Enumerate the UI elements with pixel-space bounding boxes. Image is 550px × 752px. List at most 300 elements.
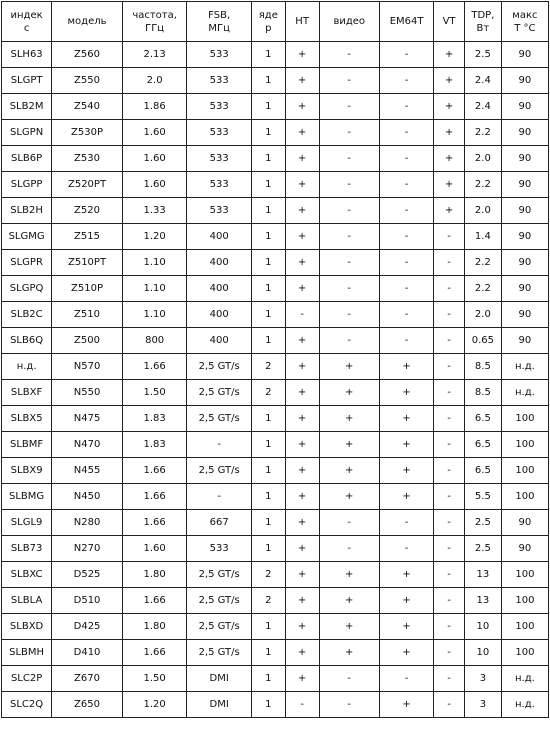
cell-tdp: 10	[464, 640, 501, 666]
cell-em64t: +	[379, 458, 433, 484]
cell-tdp: 2.0	[464, 302, 501, 328]
cell-fsb: 2,5 GT/s	[187, 380, 252, 406]
cell-vt: -	[434, 510, 465, 536]
cell-ht: +	[285, 146, 319, 172]
cell-tdp: 5.5	[464, 484, 501, 510]
cell-em64t: -	[379, 536, 433, 562]
cell-frequency: 1.66	[122, 640, 187, 666]
cell-frequency: 1.60	[122, 172, 187, 198]
cell-model: N280	[52, 510, 123, 536]
cell-fsb: 533	[187, 42, 252, 68]
cell-fsb: 2,5 GT/s	[187, 354, 252, 380]
cell-frequency: 1.10	[122, 250, 187, 276]
cell-index: SLB2H	[2, 198, 52, 224]
cell-cores: 1	[251, 42, 285, 68]
cell-frequency: 1.66	[122, 458, 187, 484]
cell-frequency: 1.50	[122, 666, 187, 692]
column-header-frequency	[122, 2, 187, 42]
cell-tdp: 1.4	[464, 224, 501, 250]
cell-model: N570	[52, 354, 123, 380]
cell-video: -	[319, 198, 379, 224]
column-header-tdp	[464, 2, 501, 42]
cell-max-temp: 90	[501, 120, 548, 146]
cell-ht: +	[285, 666, 319, 692]
cell-tdp: 6.5	[464, 432, 501, 458]
cell-fsb: 2,5 GT/s	[187, 588, 252, 614]
table-row	[2, 510, 549, 536]
cell-index: SLB73	[2, 536, 52, 562]
cell-model: N550	[52, 380, 123, 406]
cell-model: N270	[52, 536, 123, 562]
cell-frequency: 1.80	[122, 614, 187, 640]
cell-frequency: 2.0	[122, 68, 187, 94]
cell-index: SLGPR	[2, 250, 52, 276]
cell-tdp: 2.2	[464, 276, 501, 302]
cell-em64t: -	[379, 250, 433, 276]
cell-frequency: 1.80	[122, 562, 187, 588]
cell-video: +	[319, 562, 379, 588]
cell-fsb: 400	[187, 224, 252, 250]
cell-index: SLBX5	[2, 406, 52, 432]
cell-frequency: 1.66	[122, 588, 187, 614]
cell-index: SLBMG	[2, 484, 52, 510]
cell-model: N475	[52, 406, 123, 432]
cell-ht: +	[285, 68, 319, 94]
cell-ht: +	[285, 640, 319, 666]
cell-ht: -	[285, 692, 319, 718]
cell-video: -	[319, 120, 379, 146]
cell-frequency: 1.50	[122, 380, 187, 406]
cell-model: Z520	[52, 198, 123, 224]
cell-video: -	[319, 250, 379, 276]
table-row	[2, 484, 549, 510]
cell-frequency: 1.20	[122, 224, 187, 250]
cell-cores: 1	[251, 198, 285, 224]
cell-max-temp: 90	[501, 328, 548, 354]
cell-ht: +	[285, 510, 319, 536]
cell-em64t: -	[379, 94, 433, 120]
cell-max-temp: 90	[501, 302, 548, 328]
cell-cores: 1	[251, 302, 285, 328]
cell-em64t: +	[379, 640, 433, 666]
cell-cores: 2	[251, 562, 285, 588]
cell-tdp: 8.5	[464, 354, 501, 380]
cell-max-temp: 90	[501, 172, 548, 198]
cell-model: Z560	[52, 42, 123, 68]
cell-max-temp: 90	[501, 198, 548, 224]
cell-video: +	[319, 406, 379, 432]
cell-index: SLGPT	[2, 68, 52, 94]
cell-ht: +	[285, 250, 319, 276]
cell-video: -	[319, 536, 379, 562]
cell-ht: +	[285, 380, 319, 406]
cell-fsb: 533	[187, 146, 252, 172]
cell-model: D425	[52, 614, 123, 640]
cell-tdp: 3	[464, 666, 501, 692]
cell-frequency: 1.66	[122, 510, 187, 536]
cell-vt: -	[434, 432, 465, 458]
cell-model: Z530P	[52, 120, 123, 146]
cell-vt: -	[434, 276, 465, 302]
cell-tdp: 2.2	[464, 120, 501, 146]
cell-fsb: -	[187, 432, 252, 458]
cell-vt: -	[434, 250, 465, 276]
cell-vt: +	[434, 146, 465, 172]
cell-fsb: DMI	[187, 666, 252, 692]
cell-frequency: 1.60	[122, 146, 187, 172]
column-header-line: FSB,	[208, 9, 231, 21]
table-row	[2, 42, 549, 68]
cell-frequency: 1.83	[122, 432, 187, 458]
cell-fsb: 533	[187, 172, 252, 198]
cell-index: SLGPN	[2, 120, 52, 146]
cell-cores: 1	[251, 614, 285, 640]
cell-cores: 1	[251, 510, 285, 536]
cell-video: -	[319, 68, 379, 94]
cell-model: Z670	[52, 666, 123, 692]
column-header-line: яде	[258, 9, 278, 21]
cell-ht: +	[285, 562, 319, 588]
cell-frequency: 1.33	[122, 198, 187, 224]
table-row	[2, 302, 549, 328]
cell-max-temp: н.д.	[501, 692, 548, 718]
cell-em64t: +	[379, 432, 433, 458]
cell-ht: +	[285, 172, 319, 198]
cell-ht: +	[285, 536, 319, 562]
cell-em64t: -	[379, 198, 433, 224]
cell-em64t: +	[379, 380, 433, 406]
column-header-index	[2, 2, 52, 42]
cell-tdp: 6.5	[464, 458, 501, 484]
cell-em64t: -	[379, 68, 433, 94]
cell-cores: 1	[251, 484, 285, 510]
cell-model: Z500	[52, 328, 123, 354]
processor-spec-table	[1, 1, 549, 718]
table-row	[2, 250, 549, 276]
cell-fsb: 533	[187, 120, 252, 146]
cell-cores: 1	[251, 328, 285, 354]
cell-vt: -	[434, 562, 465, 588]
table-row	[2, 172, 549, 198]
cell-index: SLBMF	[2, 432, 52, 458]
cell-vt: -	[434, 536, 465, 562]
cell-vt: -	[434, 614, 465, 640]
cell-index: SLGL9	[2, 510, 52, 536]
column-header-fsb	[187, 2, 252, 42]
cell-model: N470	[52, 432, 123, 458]
cell-vt: -	[434, 640, 465, 666]
cell-max-temp: 90	[501, 510, 548, 536]
cell-max-temp: 90	[501, 42, 548, 68]
cell-max-temp: н.д.	[501, 666, 548, 692]
table-row	[2, 406, 549, 432]
cell-index: SLGPP	[2, 172, 52, 198]
cell-ht: +	[285, 484, 319, 510]
cell-vt: -	[434, 588, 465, 614]
column-header-line: с	[23, 22, 30, 34]
cell-vt: +	[434, 94, 465, 120]
cell-model: Z550	[52, 68, 123, 94]
cell-vt: -	[434, 484, 465, 510]
cell-max-temp: 90	[501, 68, 548, 94]
cell-em64t: -	[379, 276, 433, 302]
cell-video: -	[319, 94, 379, 120]
cell-video: +	[319, 458, 379, 484]
cell-tdp: 2.4	[464, 94, 501, 120]
cell-vt: +	[434, 120, 465, 146]
cell-max-temp: 100	[501, 640, 548, 666]
cell-index: SLC2P	[2, 666, 52, 692]
cell-vt: -	[434, 458, 465, 484]
cell-max-temp: 90	[501, 224, 548, 250]
cell-model: N450	[52, 484, 123, 510]
column-header-video	[319, 2, 379, 42]
cell-fsb: -	[187, 484, 252, 510]
cell-fsb: 667	[187, 510, 252, 536]
cell-ht: +	[285, 276, 319, 302]
cell-em64t: -	[379, 224, 433, 250]
cell-ht: +	[285, 458, 319, 484]
cell-video: -	[319, 276, 379, 302]
cell-max-temp: 100	[501, 484, 548, 510]
cell-tdp: 2.0	[464, 198, 501, 224]
column-header-model	[52, 2, 123, 42]
table-row	[2, 562, 549, 588]
cell-vt: -	[434, 302, 465, 328]
cell-model: N455	[52, 458, 123, 484]
table-body	[2, 42, 549, 718]
table-row	[2, 120, 549, 146]
cell-frequency: 1.66	[122, 484, 187, 510]
column-header-line: р	[265, 22, 272, 34]
cell-model: D510	[52, 588, 123, 614]
cell-model: Z520PT	[52, 172, 123, 198]
cell-em64t: -	[379, 302, 433, 328]
table-row	[2, 380, 549, 406]
cell-index: SLBXC	[2, 562, 52, 588]
column-header-line: TDP,	[471, 9, 495, 21]
table-row	[2, 276, 549, 302]
cell-fsb: 2,5 GT/s	[187, 640, 252, 666]
cell-em64t: +	[379, 406, 433, 432]
cell-model: Z510	[52, 302, 123, 328]
table-row	[2, 692, 549, 718]
table-row	[2, 458, 549, 484]
cell-fsb: 533	[187, 198, 252, 224]
cell-ht: +	[285, 354, 319, 380]
cell-model: Z540	[52, 94, 123, 120]
cell-ht: +	[285, 120, 319, 146]
cell-video: -	[319, 42, 379, 68]
cell-ht: +	[285, 198, 319, 224]
cell-cores: 1	[251, 666, 285, 692]
cell-cores: 1	[251, 458, 285, 484]
cell-vt: -	[434, 380, 465, 406]
column-header-line: частота,	[132, 9, 177, 21]
cell-frequency: 1.66	[122, 354, 187, 380]
cell-tdp: 2.2	[464, 172, 501, 198]
cell-fsb: 2,5 GT/s	[187, 614, 252, 640]
cell-cores: 2	[251, 588, 285, 614]
column-header-line: видео	[333, 16, 366, 27]
column-header-line: ГГц	[145, 22, 165, 34]
cell-cores: 1	[251, 146, 285, 172]
cell-fsb: 533	[187, 94, 252, 120]
column-header-max-temp	[501, 2, 548, 42]
cell-vt: -	[434, 224, 465, 250]
cell-fsb: 400	[187, 328, 252, 354]
cell-frequency: 1.10	[122, 276, 187, 302]
cell-tdp: 2.5	[464, 536, 501, 562]
cell-index: SLBXD	[2, 614, 52, 640]
cell-cores: 1	[251, 120, 285, 146]
cell-ht: +	[285, 406, 319, 432]
column-header-line: T °C	[514, 22, 536, 34]
cell-video: -	[319, 302, 379, 328]
cell-index: SLB2M	[2, 94, 52, 120]
cell-max-temp: 90	[501, 276, 548, 302]
cell-index: SLGMG	[2, 224, 52, 250]
cell-index: SLGPQ	[2, 276, 52, 302]
cell-ht: -	[285, 302, 319, 328]
cell-ht: +	[285, 588, 319, 614]
cell-fsb: 400	[187, 276, 252, 302]
cell-fsb: DMI	[187, 692, 252, 718]
cell-tdp: 8.5	[464, 380, 501, 406]
column-header-ht	[285, 2, 319, 42]
column-header-line: макс	[512, 9, 538, 21]
table-row	[2, 224, 549, 250]
cell-max-temp: 100	[501, 406, 548, 432]
cell-model: Z515	[52, 224, 123, 250]
cell-video: -	[319, 146, 379, 172]
cell-index: SLBLA	[2, 588, 52, 614]
cell-cores: 1	[251, 692, 285, 718]
cell-index: SLBX9	[2, 458, 52, 484]
header-row	[2, 2, 549, 42]
cell-vt: -	[434, 666, 465, 692]
cell-index: SLH63	[2, 42, 52, 68]
cell-ht: +	[285, 432, 319, 458]
column-header-line: индек	[10, 9, 43, 21]
cell-tdp: 2.5	[464, 510, 501, 536]
cell-cores: 1	[251, 68, 285, 94]
cell-cores: 1	[251, 276, 285, 302]
cell-tdp: 0.65	[464, 328, 501, 354]
column-header-line: HT	[295, 16, 309, 27]
cell-model: D525	[52, 562, 123, 588]
column-header-cores	[251, 2, 285, 42]
cell-video: +	[319, 484, 379, 510]
cell-max-temp: н.д.	[501, 380, 548, 406]
table-row	[2, 68, 549, 94]
cell-model: Z510PT	[52, 250, 123, 276]
cell-model: Z530	[52, 146, 123, 172]
cell-index: SLBXF	[2, 380, 52, 406]
table-row	[2, 146, 549, 172]
cell-video: -	[319, 510, 379, 536]
cell-em64t: -	[379, 42, 433, 68]
cell-cores: 1	[251, 172, 285, 198]
cell-vt: +	[434, 42, 465, 68]
table-row	[2, 328, 549, 354]
table-row	[2, 640, 549, 666]
cell-ht: +	[285, 328, 319, 354]
cell-frequency: 1.86	[122, 94, 187, 120]
cell-fsb: 2,5 GT/s	[187, 562, 252, 588]
table-row	[2, 354, 549, 380]
column-header-line: Вт	[476, 22, 490, 34]
cell-em64t: +	[379, 692, 433, 718]
cell-fsb: 2,5 GT/s	[187, 458, 252, 484]
cell-tdp: 6.5	[464, 406, 501, 432]
cell-cores: 1	[251, 406, 285, 432]
cell-fsb: 400	[187, 250, 252, 276]
cell-video: +	[319, 432, 379, 458]
cell-index: SLB2C	[2, 302, 52, 328]
table-row	[2, 614, 549, 640]
cell-max-temp: 90	[501, 94, 548, 120]
cell-tdp: 2.0	[464, 146, 501, 172]
cell-video: +	[319, 380, 379, 406]
cell-max-temp: 100	[501, 458, 548, 484]
cell-cores: 1	[251, 536, 285, 562]
cell-vt: +	[434, 68, 465, 94]
cell-frequency: 800	[122, 328, 187, 354]
cell-video: +	[319, 614, 379, 640]
column-header-vt	[434, 2, 465, 42]
cell-cores: 2	[251, 354, 285, 380]
column-header-line: VT	[442, 16, 456, 27]
cell-em64t: +	[379, 484, 433, 510]
cell-index: SLC2Q	[2, 692, 52, 718]
table-row	[2, 666, 549, 692]
column-header-em64t	[379, 2, 433, 42]
cell-frequency: 1.60	[122, 536, 187, 562]
table-row	[2, 536, 549, 562]
cell-tdp: 3	[464, 692, 501, 718]
cell-em64t: +	[379, 354, 433, 380]
cell-tdp: 2.5	[464, 42, 501, 68]
cell-index: SLBMH	[2, 640, 52, 666]
column-header-line: МГц	[208, 22, 230, 34]
cell-video: -	[319, 172, 379, 198]
cell-video: -	[319, 692, 379, 718]
cell-video: +	[319, 640, 379, 666]
cell-em64t: -	[379, 510, 433, 536]
cell-index: н.д.	[2, 354, 52, 380]
table-row	[2, 198, 549, 224]
cell-frequency: 1.83	[122, 406, 187, 432]
cell-tdp: 13	[464, 562, 501, 588]
cell-cores: 2	[251, 380, 285, 406]
cell-em64t: -	[379, 172, 433, 198]
column-header-line: EM64T	[389, 16, 424, 27]
cell-max-temp: н.д.	[501, 354, 548, 380]
cell-video: -	[319, 328, 379, 354]
cell-em64t: +	[379, 614, 433, 640]
cell-cores: 1	[251, 224, 285, 250]
table-row	[2, 432, 549, 458]
cell-em64t: -	[379, 146, 433, 172]
cell-em64t: -	[379, 666, 433, 692]
cell-vt: -	[434, 328, 465, 354]
cell-ht: +	[285, 42, 319, 68]
cell-frequency: 1.60	[122, 120, 187, 146]
cell-max-temp: 90	[501, 146, 548, 172]
cell-video: +	[319, 588, 379, 614]
cell-max-temp: 100	[501, 588, 548, 614]
